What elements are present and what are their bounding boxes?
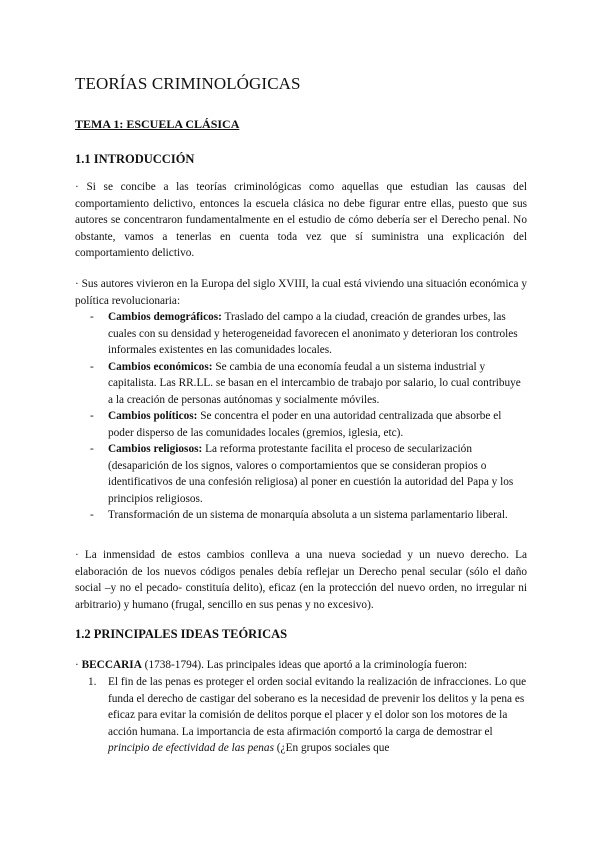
list-item-term: Cambios demográficos: <box>108 311 222 323</box>
beccaria-ideas-list <box>75 674 527 757</box>
list-item <box>75 441 527 507</box>
list-dash: - <box>90 360 94 373</box>
list-item-text: Se cambia de una economía feudal a un sistema industrial y capitalista. Las RR.LL. se basan en el intercambio de trabajo por salario, lo cual contribuye a la creación de personas autónomas y socialmente móviles. <box>108 360 521 406</box>
author-name: BECCARIA <box>81 659 142 671</box>
list-item <box>75 359 527 409</box>
beccaria-intro <box>75 657 527 674</box>
list-item-text: La reforma protestante facilita el proceso de secularización (desaparición de los signos, valores o comportamientos que se consideran propios o identificativos de una confesión religiosa) al poner en cuestión la autoridad del Papa y los principios religiosos. <box>108 443 514 505</box>
list-item <box>75 408 527 441</box>
changes-list <box>75 309 527 524</box>
list-dash: - <box>90 443 94 455</box>
list-dash: - <box>90 509 94 521</box>
list-item-term: Cambios económicos: <box>108 360 213 373</box>
section-heading-introduccion: 1.1 INTRODUCCIÓN <box>75 152 195 166</box>
list-item <box>75 674 527 757</box>
list-item-term: Cambios políticos: <box>108 410 198 422</box>
intro-paragraph-2: · Sus autores vivieron en la Europa del siglo XVIII, la cual está viviendo una situación económica y política revolucionaria: <box>75 278 527 307</box>
list-item-term: Cambios religiosos: <box>108 443 203 455</box>
list-number: 1. <box>88 676 97 688</box>
document-title: TEORÍAS CRIMINOLÓGICAS <box>75 74 301 93</box>
list-item <box>75 507 527 524</box>
tema-heading: TEMA 1: ESCUELA CLÁSICA <box>75 117 240 131</box>
list-item-text: Traslado del campo a la ciudad, creación de grandes urbes, las cuales con su densidad y heterogeneidad favorecen el anonimato y deterioran los controles informales existentes en las comunidades locales. <box>108 311 518 356</box>
list-item-text: Se concentra el poder en una autoridad centralizada que absorbe el poder disperso de las comunidades locales (gremios, iglesia, etc). <box>108 410 502 439</box>
beccaria-intro-text: (1738-1794). Las principales ideas que aportó a la criminología fueron: <box>141 659 468 671</box>
list-dash: - <box>90 311 94 323</box>
section-heading-ideas: 1.2 PRINCIPALES IDEAS TEÓRICAS <box>75 627 288 641</box>
list-item <box>75 309 527 359</box>
list-item-text: Transformación de un sistema de monarquía absoluta a un sistema parlamentario liberal. <box>108 509 508 521</box>
list-item-italic-term: principio de efectividad de las penas <box>108 742 274 754</box>
list-dash: - <box>90 410 94 422</box>
list-item-text: El fin de las penas es proteger el orden social evitando la realización de infracciones. Lo que funda el derecho de castigar del soberano es la necesidad de prevenir los delitos y la pena es eficaz para evitar la comisión de delitos porque el placer y el dolor son los motores de la acción humana. La importancia de esta afirmación comportó la carga de demostrar el <box>108 676 527 738</box>
intro-paragraph-1: · Si se concibe a las teorías criminológicas como aquellas que estudian las causas del comportamiento delictivo, entonces la escuela clásica no debe figurar entre ellas, puesto que sus autores se concentraron fundamentalmente en el estudio de cómo debería ser el Derecho penal. No obstante, vamos a tenerlas en cuenta toda vez que sí suministra una explicación del comportamiento delictivo. <box>75 181 527 259</box>
bullet-dot: · <box>75 659 82 671</box>
intro-paragraph-3: · La inmensidad de estos cambios conlleva a una nueva sociedad y un nuevo derecho. La elaboración de los nuevos códigos penales debía reflejar un Derecho penal secular (sólo el daño social –y no el pecado- constituía delito), eficaz (en la protección del nuevo orden, no irregular ni arbitrario) y humano (frugal, sencillo en sus penas y no excesivo). <box>75 549 527 611</box>
list-item-text-continued: (¿En grupos sociales que <box>273 742 390 754</box>
